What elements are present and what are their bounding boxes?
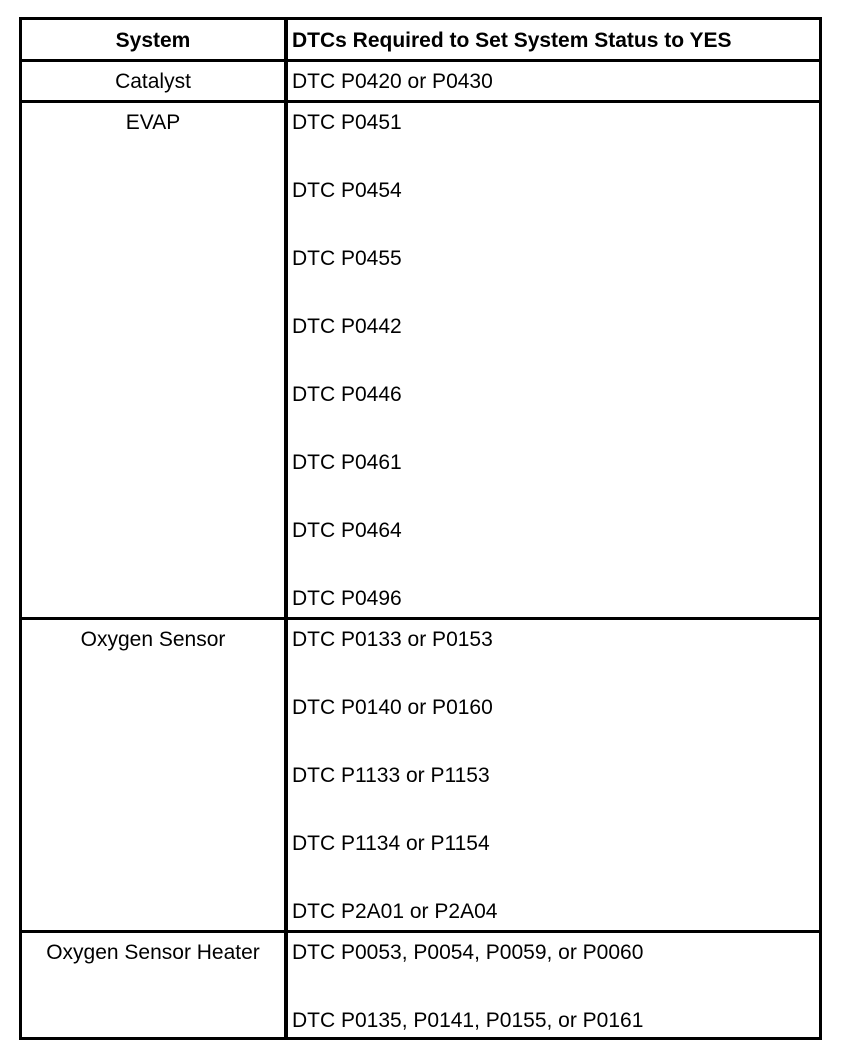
dtc-item: DTC P0140 or P0160 xyxy=(292,696,493,719)
dtc-item: DTC P0133 or P0153 xyxy=(292,628,493,651)
dtc-cell xyxy=(288,103,819,617)
dtc-system-status-table xyxy=(19,17,822,1040)
dtc-cell xyxy=(288,620,819,930)
dtc-item: DTC P0451 xyxy=(292,111,402,134)
dtc-item: DTC P0053, P0054, P0059, or P0060 xyxy=(292,941,644,964)
dtc-cell xyxy=(288,933,819,1037)
dtc-item: DTC P0135, P0141, P0155, or P0161 xyxy=(292,1009,644,1032)
system-cell: Catalyst xyxy=(22,62,288,100)
table-row xyxy=(22,933,819,1037)
dtc-item: DTC P0446 xyxy=(292,383,402,406)
table-row xyxy=(22,620,819,933)
table-row xyxy=(22,103,819,620)
dtc-item: DTC P0454 xyxy=(292,179,402,202)
dtc-item: DTC P0442 xyxy=(292,315,402,338)
dtc-item: DTC P0464 xyxy=(292,519,402,542)
system-cell: Oxygen Sensor Heater xyxy=(22,933,288,1037)
dtc-item: DTC P1134 or P1154 xyxy=(292,832,490,855)
dtc-item: DTC P0455 xyxy=(292,247,402,270)
system-cell: Oxygen Sensor xyxy=(22,620,288,930)
dtc-cell xyxy=(288,62,819,100)
table-row xyxy=(22,62,819,103)
table-header-row xyxy=(22,20,819,62)
dtc-item: DTC P1133 or P1153 xyxy=(292,764,490,787)
dtc-item: DTC P0496 xyxy=(292,587,402,610)
header-dtcs: DTCs Required to Set System Status to YES xyxy=(292,29,732,52)
system-cell: EVAP xyxy=(22,103,288,617)
dtc-item: DTC P0461 xyxy=(292,451,402,474)
dtc-item: DTC P2A01 or P2A04 xyxy=(292,900,498,923)
dtc-item: DTC P0420 or P0430 xyxy=(292,70,493,93)
header-system: System xyxy=(22,20,288,59)
